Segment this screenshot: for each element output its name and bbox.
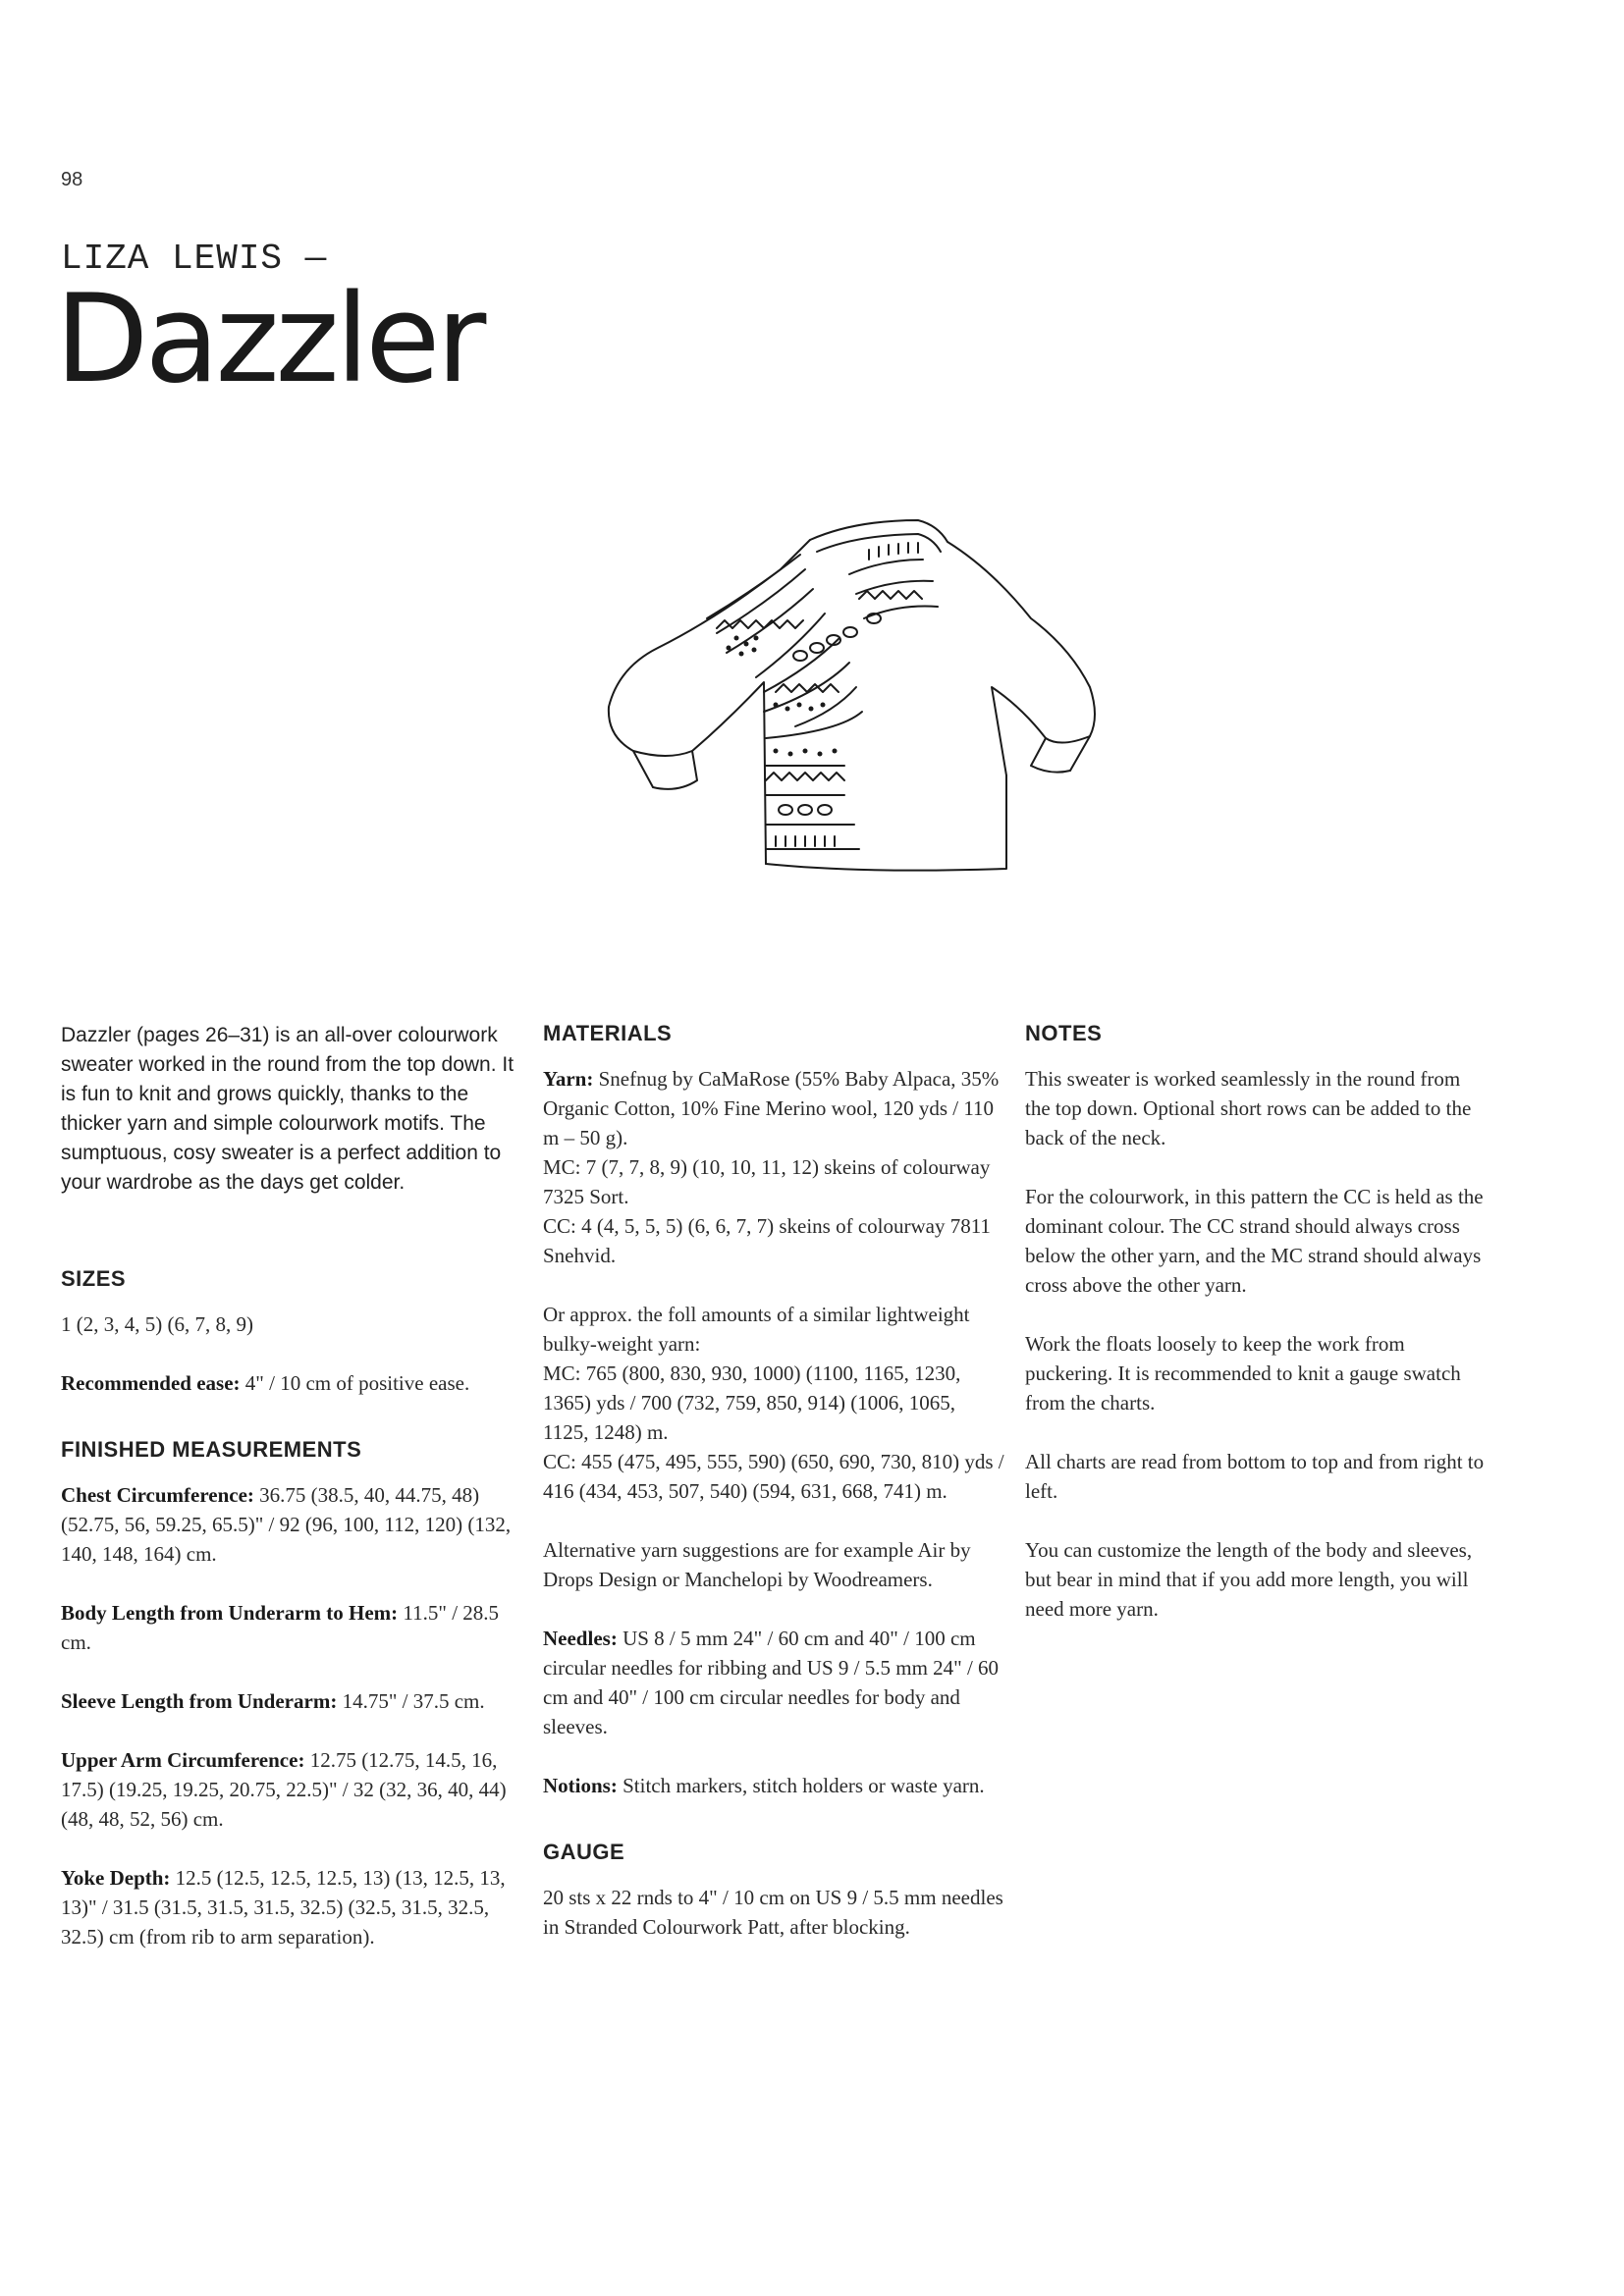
measurement-value: 14.75" / 37.5 cm. [337, 1689, 485, 1713]
notes-paragraph: For the colourwork, in this pattern the CC is held as the dominant colour. The CC strand should always cross below the other yarn, and the MC strand should always cross above the other yarn. [1025, 1185, 1484, 1297]
notions-label: Notions: [543, 1774, 618, 1797]
materials-heading: MATERIALS [543, 1021, 673, 1045]
measurement-value: 11.5" / 28.5 cm. [61, 1601, 500, 1654]
notions-info [543, 1771, 1004, 1800]
column-intro [61, 1021, 522, 1981]
approx-line: CC: 455 (475, 495, 555, 590) (650, 690, 730, 810) yds / 416 (434, 453, 507, 540) (594, 631, 668, 741) m. [543, 1450, 1004, 1503]
measurement-label: Body Length from Underarm to Hem: [61, 1601, 399, 1625]
page-number: 98 [61, 169, 83, 190]
measurement-label: Sleeve Length from Underarm: [61, 1689, 338, 1713]
alternative-yarn: Alternative yarn suggestions are for example Air by Drops Design or Manchelopi by Woodreamers. [543, 1538, 971, 1591]
measurement-yoke-depth [61, 1863, 522, 1951]
notes-paragraph: You can customize the length of the body and sleeves, but bear in mind that if you add more length, you will need more yarn. [1025, 1538, 1473, 1621]
yarn-line: Snefnug by CaMaRose (55% Baby Alpaca, 35% Organic Cotton, 10% Fine Merino wool, 120 yds / 110 m – 50 g). [543, 1067, 1000, 1149]
measurement-label: Upper Arm Circumference: [61, 1748, 305, 1772]
ease-value: 4" / 10 cm of positive ease. [240, 1371, 470, 1395]
needles-label: Needles: [543, 1627, 618, 1650]
measurement-upper-arm [61, 1745, 522, 1834]
notes-heading: NOTES [1025, 1021, 1103, 1045]
measurement-label: Yoke Depth: [61, 1866, 171, 1890]
sizes-values: 1 (2, 3, 4, 5) (6, 7, 8, 9) [61, 1312, 253, 1336]
finished-measurements-section [61, 1437, 522, 1951]
needles-info [543, 1624, 1004, 1741]
yarn-line: MC: 7 (7, 7, 8, 9) (10, 10, 11, 12) skeins of colourway 7325 Sort. [543, 1155, 991, 1208]
measurement-chest [61, 1480, 522, 1569]
sizes-heading: SIZES [61, 1266, 127, 1291]
gauge-text: 20 sts x 22 rnds to 4" / 10 cm on US 9 / 5.5 mm needles in Stranded Colourwork Patt, after blocking. [543, 1886, 1003, 1939]
sweater-illustration [599, 481, 1110, 893]
notes-paragraph: All charts are read from bottom to top and from right to left. [1025, 1450, 1485, 1503]
column-notes [1025, 1021, 1487, 1653]
yarn-label: Yarn: [543, 1067, 594, 1091]
measurement-body-length [61, 1598, 522, 1657]
approx-amounts [543, 1300, 1004, 1506]
measurement-value: 12.75 (12.75, 14.5, 16, 17.5) (19.25, 19.25, 20.75, 22.5)" / 32 (32, 36, 40, 44) (48, 48, 52, 56) cm. [61, 1748, 507, 1831]
approx-line: MC: 765 (800, 830, 930, 1000) (1100, 1165, 1230, 1365) yds / 700 (732, 759, 850, 914) (1006, 1065, 1125, 1248) m. [543, 1362, 961, 1444]
approx-line: Or approx. the foll amounts of a similar lightweight bulky-weight yarn: [543, 1303, 970, 1356]
finished-measurements-heading: FINISHED MEASUREMENTS [61, 1437, 362, 1462]
measurement-value: 12.5 (12.5, 12.5, 12.5, 13) (13, 12.5, 13, 13)" / 31.5 (31.5, 31.5, 31.5, 32.5) (32.5, 31.5, 32.5, 32.5) cm (from rib to arm separation). [61, 1866, 506, 1949]
notes-paragraph: Work the floats loosely to keep the work from puckering. It is recommended to knit a gauge swatch from the charts. [1025, 1332, 1461, 1415]
gauge-heading: GAUGE [543, 1840, 625, 1864]
recommended-ease [61, 1368, 522, 1398]
gauge-section [543, 1840, 1004, 1942]
designer-name: LIZA LEWIS — [61, 239, 328, 279]
intro-text: Dazzler (pages 26–31) is an all-over colourwork sweater worked in the round from the top down. It is fun to knit and grows quickly, thanks to the thicker yarn and simple colourwork motifs. The sumptuous, cosy sweater is a perfect addition to your wardrobe as the days get colder. [61, 1024, 514, 1194]
measurement-label: Chest Circumference: [61, 1483, 254, 1507]
notions-value: Stitch markers, stitch holders or waste yarn. [617, 1774, 985, 1797]
yarn-info [543, 1064, 1004, 1270]
ease-label: Recommended ease: [61, 1371, 241, 1395]
needles-value: US 8 / 5 mm 24" / 60 cm and 40" / 100 cm circular needles for ribbing and US 9 / 5.5 mm 24" / 60 cm and 40" / 100 cm circular needles for body and sleeves. [543, 1627, 1000, 1738]
yarn-line: CC: 4 (4, 5, 5, 5) (6, 6, 7, 7) skeins of colourway 7811 Snehvid. [543, 1214, 991, 1267]
sizes-section [61, 1266, 522, 1398]
measurement-sleeve-length [61, 1686, 522, 1716]
pattern-title: Dazzler [55, 269, 483, 410]
column-materials [543, 1021, 1004, 1971]
measurement-value: 36.75 (38.5, 40, 44.75, 48) (52.75, 56, 59.25, 65.5)" / 92 (96, 100, 112, 120) (132, 140, 148, 164) cm. [61, 1483, 512, 1566]
notes-paragraph: This sweater is worked seamlessly in the round from the top down. Optional short rows can be added to the back of the neck. [1025, 1067, 1472, 1149]
